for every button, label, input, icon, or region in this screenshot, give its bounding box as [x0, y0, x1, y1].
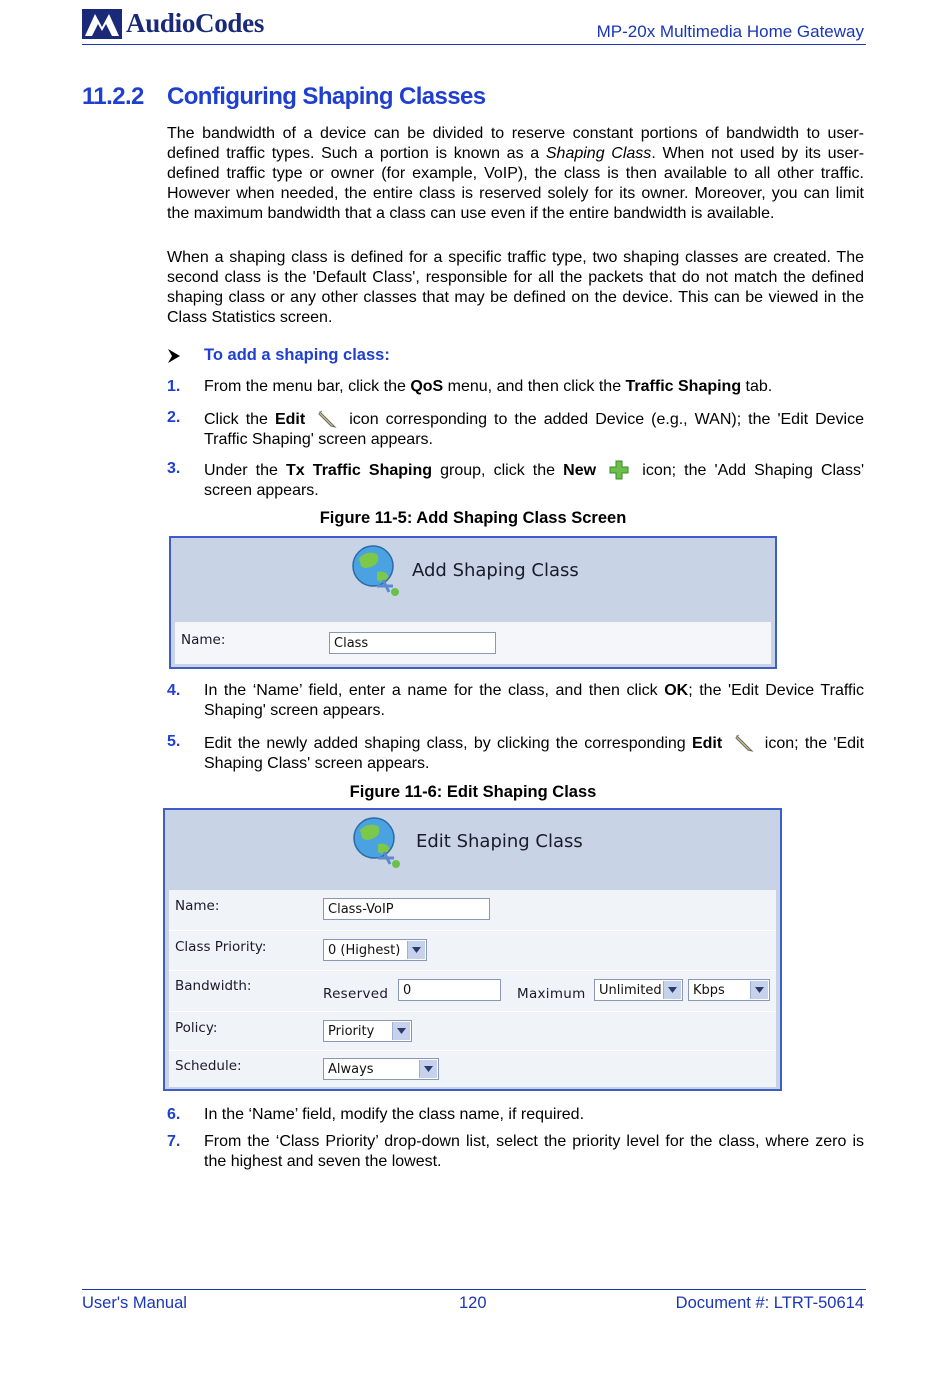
- reserved-label: Reserved: [323, 986, 389, 1002]
- step-item: [167, 1105, 864, 1125]
- step-text: group, click the: [432, 462, 564, 479]
- schedule-select[interactable]: [323, 1058, 439, 1080]
- audiocodes-logo-icon: [82, 9, 122, 39]
- form-row: [169, 1051, 776, 1087]
- step-item: [167, 408, 864, 450]
- form-row: [169, 1012, 776, 1051]
- step-item: [167, 377, 864, 397]
- footer-manual-label: User's Manual: [82, 1294, 187, 1312]
- pencil-edit-icon: [733, 732, 755, 754]
- maximum-select[interactable]: [594, 979, 683, 1001]
- header-rule: [82, 44, 866, 45]
- schedule-label: Schedule:: [175, 1058, 242, 1074]
- step-text: In the ‘Name’ field, modify the class name, if required.: [204, 1106, 585, 1123]
- step-item: [167, 681, 864, 721]
- step-number: 6.: [167, 1106, 181, 1123]
- logo-text: AudioCodes: [126, 8, 265, 38]
- form-area: [169, 890, 776, 1087]
- form-row: [169, 890, 776, 931]
- figure-caption: Figure 11-6: Edit Shaping Class: [349, 783, 597, 801]
- step-number: 4.: [167, 682, 181, 699]
- screen-title: Add Shaping Class: [412, 560, 579, 581]
- select-value: 0 (Highest): [328, 943, 401, 958]
- step-text: menu, and then click the: [443, 378, 626, 395]
- policy-label: Policy:: [175, 1020, 218, 1036]
- document-title: MP-20x Multimedia Home Gateway: [596, 22, 864, 41]
- step-text: ; the 'Edit Device Traffic Shaping' screen appears.: [204, 682, 864, 719]
- chevron-down-icon: [750, 981, 768, 999]
- name-input[interactable]: Class-VoIP: [323, 898, 490, 920]
- bandwidth-label: Bandwidth:: [175, 978, 252, 994]
- name-label: Name:: [181, 632, 226, 648]
- page-number: 120: [459, 1294, 487, 1312]
- step-number: 1.: [167, 378, 181, 395]
- chevron-down-icon: [392, 1022, 410, 1040]
- shaping-class-term: Shaping Class: [545, 145, 652, 162]
- traffic-shaping-term: Traffic Shaping: [625, 378, 742, 395]
- form-row: [169, 931, 776, 971]
- chevron-down-icon: [407, 941, 425, 959]
- select-value: Priority: [328, 1024, 375, 1039]
- step-item: [167, 1132, 864, 1172]
- policy-select[interactable]: [323, 1020, 412, 1042]
- select-value: Kbps: [693, 983, 725, 998]
- class-priority-select[interactable]: [323, 939, 427, 961]
- paragraph-text: The bandwidth of a device can be divided to reserve constant portions of bandwidth to user-defined traffic types. Such a portion is known as a: [167, 125, 864, 162]
- new-term: New: [563, 462, 597, 479]
- name-input[interactable]: Class: [329, 632, 496, 654]
- globe-network-icon: [348, 812, 410, 874]
- footer-rule: [82, 1289, 866, 1290]
- form-row: [169, 971, 776, 1012]
- step-text: Click the: [204, 411, 275, 428]
- step-text: From the menu bar, click the: [204, 378, 411, 395]
- qos-term: QoS: [410, 378, 444, 395]
- step-text: icon; the 'Edit Shaping Class' screen appears.: [204, 735, 865, 772]
- figure-caption: Figure 11-5: Add Shaping Class Screen: [319, 509, 627, 527]
- step-number: 7.: [167, 1133, 181, 1150]
- class-priority-label: Class Priority:: [175, 939, 267, 955]
- edit-term: Edit: [274, 411, 306, 428]
- step-number: 5.: [167, 733, 181, 750]
- step-text: From the ‘Class Priority’ drop-down list, select the priority level for the class, where zero is the highest and seven the lowest.: [204, 1133, 864, 1170]
- edit-shaping-class-screen: [163, 808, 782, 1091]
- add-shaping-class-screen: [169, 536, 777, 669]
- procedure-heading: [167, 346, 390, 365]
- select-value: Unlimited: [599, 983, 662, 998]
- step-text: icon; the 'Add Shaping Class' screen appears.: [204, 462, 865, 499]
- step-item: [167, 459, 864, 501]
- step-text: tab.: [741, 378, 773, 395]
- tx-traffic-shaping-term: Tx Traffic Shaping: [286, 462, 433, 479]
- maximum-label: Maximum: [517, 986, 586, 1002]
- default-class-paragraph: When a shaping class is defined for a specific traffic type, two shaping classes are created. The second class is the 'Default Class', responsible for all the packets that do not match the defined shaping class or any other classes that may be defined on the device. This can be viewed in the Class Statistics screen.: [167, 249, 864, 326]
- intro-paragraph: [167, 124, 864, 224]
- ok-term: OK: [664, 682, 689, 699]
- step-text: Edit the newly added shaping class, by clicking the corresponding: [204, 735, 692, 752]
- audiocodes-logo: [82, 8, 264, 39]
- step-item: [167, 732, 864, 774]
- arrow-bullet-icon: [167, 348, 181, 364]
- section-title: Configuring Shaping Classes: [167, 83, 486, 110]
- chevron-down-icon: [419, 1060, 437, 1078]
- chevron-down-icon: [663, 981, 681, 999]
- select-value: Always: [328, 1062, 374, 1077]
- form-area: [175, 622, 771, 664]
- green-plus-new-icon: [608, 459, 630, 481]
- section-number: 11.2.2: [82, 83, 144, 110]
- step-number: 2.: [167, 409, 181, 426]
- unit-select[interactable]: [688, 979, 770, 1001]
- paragraph-text: . When not used by its user-defined traffic type or owner (for example, VoIP), the class is then available to all other traffic. However when needed, the entire class is reserved solely for its owner. Moreover, you can limit the maximum bandwidth that a class can use even if the entire bandwidth is available.: [167, 145, 865, 222]
- step-number: 3.: [167, 460, 181, 477]
- procedure-title: To add a shaping class:: [204, 346, 390, 364]
- pencil-edit-icon: [316, 408, 338, 430]
- reserved-input[interactable]: 0: [398, 979, 501, 1001]
- step-text: In the ‘Name’ field, enter a name for the class, and then click: [204, 682, 665, 699]
- document-number: Document #: LTRT-50614: [675, 1294, 864, 1312]
- step-text: Under the: [204, 462, 287, 479]
- screen-title: Edit Shaping Class: [416, 831, 583, 852]
- name-label: Name:: [175, 898, 220, 914]
- globe-network-icon: [347, 540, 409, 602]
- edit-term: Edit: [691, 735, 723, 752]
- step-text: icon corresponding to the added Device (e.g., WAN); the 'Edit Device Traffic Shaping' screen appears.: [204, 411, 865, 448]
